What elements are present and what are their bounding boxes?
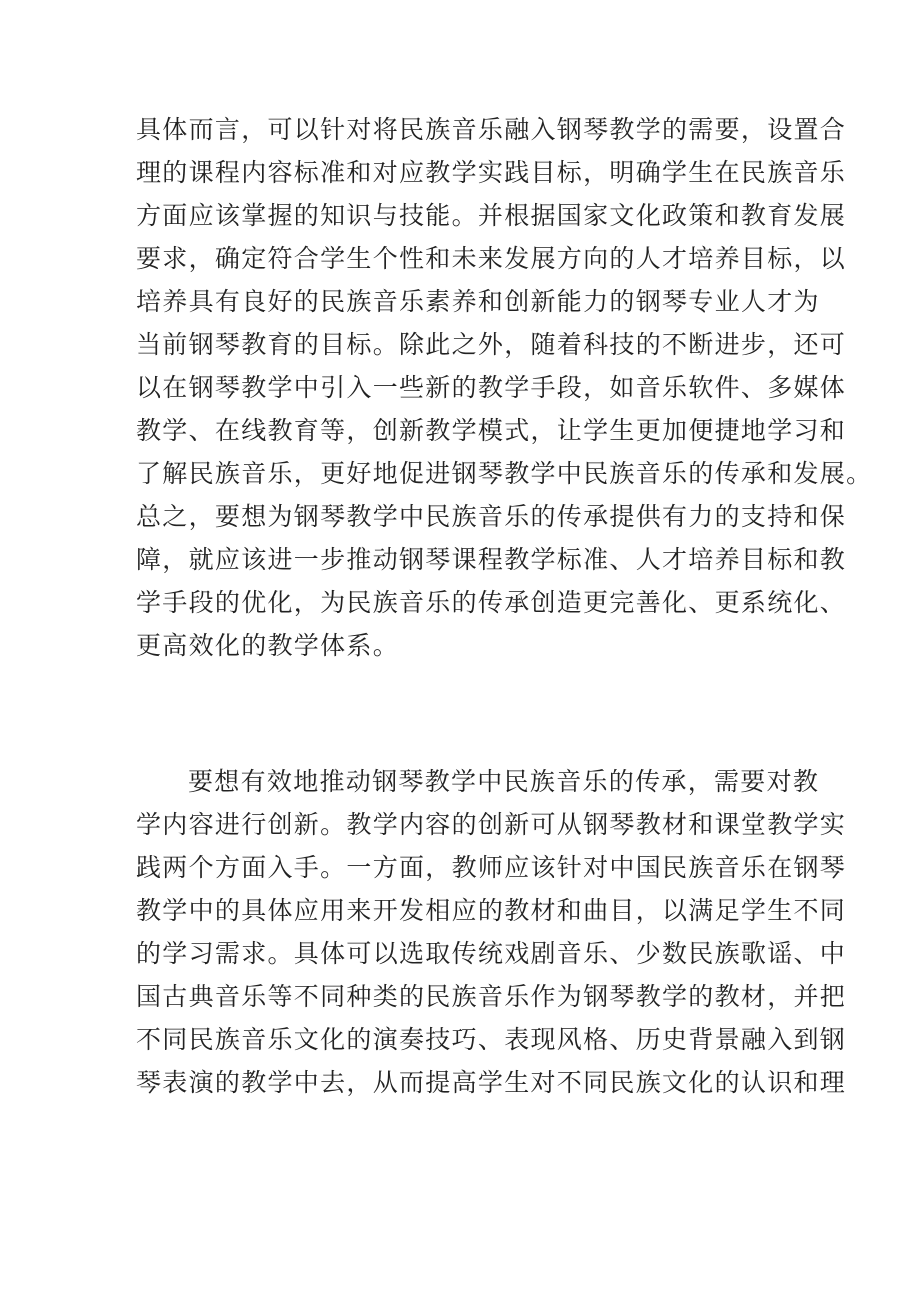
text-line: 的学习需求。具体可以选取传统戏剧音乐、少数民族歌谣、中 [136, 939, 847, 968]
text-line: 当前钢琴教育的目标。除此之外，随着科技的不断进步，还可 [136, 330, 847, 359]
text-line: 培养具有良好的民族音乐素养和创新能力的钢琴专业人才为 [136, 287, 820, 316]
text-line: 以在钢琴教学中引入一些新的教学手段，如音乐软件、多媒体 [136, 373, 847, 402]
text-line: 要求，确定符合学生个性和未来发展方向的人才培养目标，以 [136, 244, 847, 273]
text-line: 教学、在线教育等，创新教学模式，让学生更加便捷地学习和 [136, 416, 847, 445]
text-line: 总之，要想为钢琴教学中民族音乐的传承提供有力的支持和保 [136, 502, 847, 531]
text-line: 国古典音乐等不同种类的民族音乐作为钢琴教学的教材，并把 [136, 982, 847, 1011]
text-line: 践两个方面入手。一方面，教师应该针对中国民族音乐在钢琴 [136, 853, 847, 882]
text-line: 学内容进行创新。教学内容的创新可从钢琴教材和课堂教学实 [136, 810, 847, 839]
text-line: 具体而言，可以针对将民族音乐融入钢琴教学的需要，设置合 [136, 115, 847, 144]
text-line: 不同民族音乐文化的演奏技巧、表现风格、历史背景融入到钢 [136, 1025, 847, 1054]
text-line: 琴表演的教学中去，从而提高学生对不同民族文化的认识和理 [136, 1068, 847, 1097]
text-line: 更高效化的教学体系。 [136, 631, 400, 660]
text-line: 教学中的具体应用来开发相应的教材和曲目，以满足学生不同 [136, 896, 847, 925]
text-line: 障，就应该进一步推动钢琴课程教学标准、人才培养目标和教 [136, 545, 847, 574]
text-line-indented: 要想有效地推动钢琴教学中民族音乐的传承，需要对教 [188, 767, 820, 796]
body-paragraph-2 [136, 760, 847, 1104]
text-line: 方面应该掌握的知识与技能。并根据国家文化政策和教育发展 [136, 201, 847, 230]
body-paragraph-1 [136, 108, 873, 667]
text-line: 学手段的优化，为民族音乐的传承创造更完善化、更系统化、 [136, 588, 847, 617]
text-line: 理的课程内容标准和对应教学实践目标，明确学生在民族音乐 [136, 158, 847, 187]
text-line: 了解民族音乐，更好地促进钢琴教学中民族音乐的传承和发展。 [136, 459, 873, 488]
